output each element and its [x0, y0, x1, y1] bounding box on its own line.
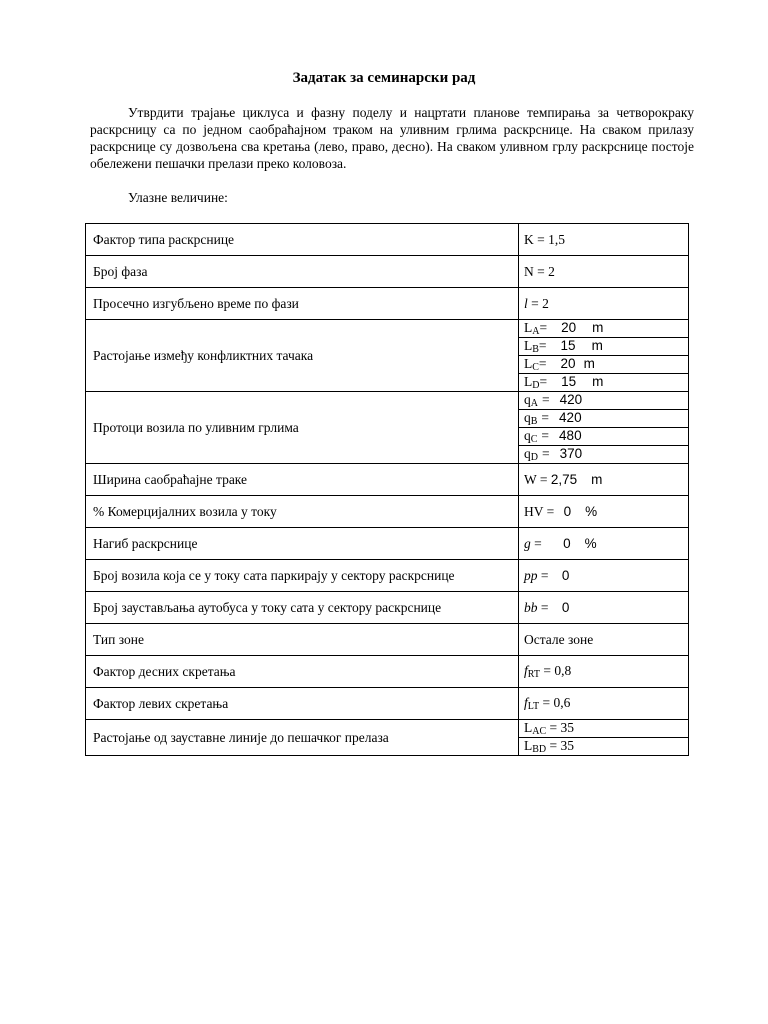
param-symbol: f: [524, 695, 528, 710]
value-unit: m: [592, 374, 604, 389]
param-label: Просечно изгубљено време по фази: [86, 288, 519, 320]
value-eq: =: [541, 410, 550, 425]
value-eq: =: [538, 356, 547, 371]
value-subscript: C: [530, 434, 538, 445]
param-value: [519, 288, 689, 320]
param-subvalue: [519, 428, 689, 446]
value-symbol: q: [524, 410, 531, 425]
param-value: K = 1,5: [519, 224, 689, 256]
value-eq: =: [539, 374, 548, 389]
value-subscript: C: [532, 362, 539, 373]
value-subscript: D: [530, 452, 538, 463]
param-label: Ширина саобраћајне траке: [86, 464, 519, 496]
param-label: Фактор типа раскрснице: [86, 224, 519, 256]
value-prefix: W =: [524, 471, 551, 487]
value-number: 2,75: [550, 471, 578, 487]
value-eq: =: [541, 428, 550, 443]
param-label: Фактор десних скретања: [86, 656, 519, 688]
value-number: 0: [563, 503, 572, 519]
value-number: 420: [559, 410, 582, 425]
value-number: 0: [561, 599, 570, 615]
param-label: Тип зоне: [86, 624, 519, 656]
value-subscript: B: [530, 416, 538, 427]
value-subscript: B: [532, 344, 539, 355]
value-number: 15: [560, 338, 576, 353]
value-unit: m: [591, 471, 603, 487]
param-value: [519, 464, 689, 496]
param-value: [519, 688, 689, 720]
value-number: 480: [559, 428, 582, 443]
param-value: [519, 592, 689, 624]
value-unit: %: [584, 535, 597, 551]
value-eq: =: [538, 338, 547, 353]
param-label: Број возила која се у току сата паркирају у сектору раскрснице: [86, 560, 519, 592]
value-prefix: =: [530, 535, 546, 551]
value-eq: =: [541, 392, 550, 407]
table-row: [86, 224, 689, 256]
table-row: [86, 560, 689, 592]
param-subvalue: [519, 338, 689, 356]
table-row: [86, 528, 689, 560]
value-prefix: HV =: [524, 503, 558, 519]
param-value-text: = 2: [527, 295, 549, 311]
param-value: N = 2: [519, 256, 689, 288]
value-eq: =: [541, 446, 550, 461]
param-value: [519, 560, 689, 592]
value-eq: =: [539, 320, 548, 335]
value-symbol: q: [524, 392, 531, 407]
param-label: Растојање између конфликтних тачака: [86, 320, 519, 392]
param-label: Број заустављања аутобуса у току сата у сектору раскрснице: [86, 592, 519, 624]
param-label: Фактор левих скретања: [86, 688, 519, 720]
table-row: [86, 464, 689, 496]
param-symbol: bb: [524, 599, 538, 615]
value-subscript: LT: [527, 701, 540, 712]
param-value: [519, 528, 689, 560]
value-subscript: A: [532, 326, 540, 337]
value-symbol: L: [524, 338, 533, 353]
table-row: [86, 496, 689, 528]
value-number: 20: [561, 320, 577, 335]
param-value: [519, 496, 689, 528]
param-subvalue: [519, 738, 689, 756]
table-row: [86, 288, 689, 320]
table-row: [86, 720, 689, 738]
value-unit: m: [583, 356, 595, 371]
param-symbol: pp: [524, 567, 538, 583]
param-subvalue: [519, 720, 689, 738]
table-row: [86, 392, 689, 410]
value-unit: %: [585, 503, 598, 519]
param-value: Остале зоне: [519, 624, 689, 656]
task-paragraph-text: Утврдити трајање циклуса и фазну поделу и нацртати планове темпирања за четворокраку раскрсницу са по једном саобраћајном траком на уливним грлима раскрснице. На сваком прилазу раскрснице су дозвољена сва кретања (лево, право, десно). На сваком уливном грлу раскрснице постоје обележени пешачки прелази преко коловоза.: [90, 105, 694, 171]
value-text: = 35: [546, 738, 575, 753]
task-paragraph: [90, 104, 694, 172]
value-symbol: q: [524, 446, 531, 461]
value-number: 420: [559, 392, 583, 407]
value-symbol: L: [524, 720, 533, 735]
value-subscript: RT: [527, 669, 540, 680]
value-text: = 0,6: [539, 695, 571, 710]
table-row: [86, 656, 689, 688]
value-subscript: D: [532, 380, 540, 391]
value-subscript: A: [530, 398, 538, 409]
value-symbol: L: [524, 356, 533, 371]
value-symbol: q: [524, 428, 531, 443]
param-subvalue: [519, 392, 689, 410]
param-value: [519, 656, 689, 688]
param-symbol: f: [524, 663, 528, 678]
param-label: Број фаза: [86, 256, 519, 288]
param-label: % Комерцијалних возила у току: [86, 496, 519, 528]
table-row: [86, 320, 689, 338]
value-symbol: L: [524, 374, 533, 389]
param-subvalue: [519, 320, 689, 338]
value-prefix: =: [537, 599, 552, 615]
table-row: [86, 256, 689, 288]
value-subscript: AC: [532, 726, 547, 737]
value-number: 15: [561, 374, 577, 389]
value-symbol: L: [524, 320, 533, 335]
param-label: Нагиб раскрснице: [86, 528, 519, 560]
value-number: 0: [561, 567, 570, 583]
table-row: [86, 688, 689, 720]
table-row: [86, 624, 689, 656]
value-unit: m: [591, 338, 603, 353]
value-symbol: L: [524, 738, 533, 753]
param-subvalue: [519, 374, 689, 392]
param-subvalue: [519, 356, 689, 374]
param-label: Протоци возила по уливним грлима: [86, 392, 519, 464]
param-symbol: l: [524, 295, 528, 311]
document-title: Задатак за семинарски рад: [292, 70, 476, 86]
value-prefix: =: [537, 567, 552, 583]
value-number: 20: [560, 356, 576, 371]
value-number: 370: [559, 446, 583, 461]
parameters-table: [85, 223, 689, 756]
value-text: = 35: [546, 720, 575, 735]
value-unit: m: [592, 320, 604, 335]
param-subvalue: [519, 410, 689, 428]
param-subvalue: [519, 446, 689, 464]
table-row: [86, 592, 689, 624]
inputs-label: Улазне величине:: [128, 190, 228, 205]
value-text: = 0,8: [539, 663, 572, 678]
param-label: Растојање од зауставне линије до пешачког прелаза: [86, 720, 519, 756]
param-symbol: g: [524, 535, 531, 551]
value-subscript: BD: [532, 744, 547, 755]
value-number: 0: [563, 535, 571, 551]
